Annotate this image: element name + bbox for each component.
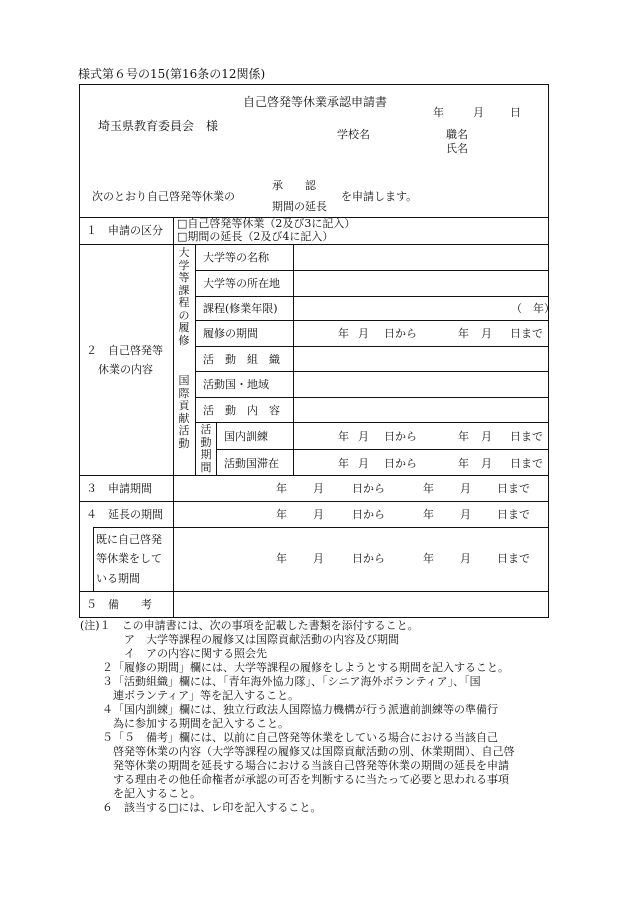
- row-line: [216, 449, 549, 450]
- note-line: 為に参加する期間を記入すること。: [80, 717, 289, 730]
- row-line: [195, 296, 549, 297]
- row-line: [195, 270, 549, 271]
- note-line: する理由その他任命権者が承認の可否を判断するに当たって必要と思われる事項: [80, 773, 509, 786]
- note-line: ３「活動組織」欄には、「青年海外協力隊」、「シニア海外ボランティア」、「国: [80, 675, 481, 688]
- section3-label: ３ 申請期間: [86, 482, 152, 495]
- stay-abroad-label: 活動国滞在: [224, 457, 279, 470]
- form-number: 様式第６号の15(第16条の12関係): [78, 67, 266, 81]
- row-line: [195, 397, 549, 398]
- note-line: を記入すること。: [80, 787, 201, 800]
- frame-left: [79, 84, 80, 618]
- addressee: 埼玉県教育委員会 様: [98, 119, 219, 133]
- univ-course-group-label: 大学等課程の履修: [178, 246, 190, 347]
- request-suffix: を申請します。: [341, 190, 418, 203]
- section1-option-extension[interactable]: □期間の延長（2及び4に記入）: [177, 230, 334, 243]
- activity-content-label: 活 動 内 容: [203, 404, 280, 417]
- indent-col-line: [93, 527, 94, 591]
- activity-period-group-label: 活動期間: [200, 423, 212, 474]
- course-years-value: （ 年）: [511, 302, 555, 315]
- row-line: [195, 371, 549, 372]
- note-line: ２「履修の期間」欄には、大学等課程の履修をしようとする期間を記入すること。: [80, 661, 509, 674]
- row-line: [93, 527, 549, 528]
- date-day-label: 日: [510, 106, 521, 119]
- request-prefix: 次のとおり自己啓発等休業の: [92, 190, 235, 203]
- option-extension: 期間の延長: [272, 200, 327, 213]
- note-line: ア 大学等課程の履修又は国際貢献活動の内容及び期間: [80, 633, 399, 646]
- group-col-line: [195, 244, 196, 475]
- row-line: [195, 320, 549, 321]
- note-line: (注)１ この申請書には、次の事項を記載した書類を添付すること。: [80, 619, 419, 632]
- frame-right: [548, 84, 549, 618]
- note-line: ５「５ 備考」欄には、以前に自己啓発等休業をしている場合における当該自己: [80, 731, 498, 744]
- date-month-label: 月: [473, 106, 484, 119]
- section2-label-line1: ２ 自己啓発等: [86, 344, 163, 357]
- existing-period-label-line1: 既に自己啓発: [96, 533, 162, 546]
- section2-label-line2: 休業の内容: [98, 363, 153, 376]
- activity-org-label: 活 動 組 織: [203, 353, 280, 366]
- note-line: ４「国内訓練」欄には、独立行政法人国際協力機構が行う派遣前訓練等の準備行: [80, 703, 498, 716]
- option-approval: 承 認: [272, 179, 316, 192]
- existing-period-label-line3: いる期間: [96, 572, 140, 585]
- row-line: [79, 244, 549, 245]
- course-years-label: 課程(修業年限): [203, 302, 278, 315]
- frame-top: [79, 84, 549, 85]
- section4-label: ４ 延長の期間: [86, 508, 163, 521]
- frame-bottom: [79, 617, 549, 618]
- activity-country-label: 活動国・地域: [203, 378, 269, 391]
- name-label: 氏名: [446, 142, 468, 155]
- label-col-line: [173, 217, 174, 617]
- note-line: 啓発等休業の内容（大学等課程の履修又は国際貢献活動の別、休業期間）、自己啓: [80, 745, 515, 758]
- existing-period-label-line2: 等休業をして: [96, 552, 162, 565]
- form-title: 自己啓発等休業承認申請書: [243, 95, 388, 109]
- value-col-line: [293, 244, 294, 475]
- intl-activity-group-label: 国際貢献活動: [178, 374, 190, 450]
- note-line: イ アの内容に関する照会先: [80, 647, 267, 660]
- study-period-label: 履修の期間: [203, 327, 258, 340]
- section1-label: １ 申請の区分: [86, 224, 163, 237]
- section1-option-leave[interactable]: □自己啓発等休業（2及び3に記入）: [177, 217, 356, 230]
- note-line: 発等休業の期間を延長する場合における当該自己啓発等休業の期間の延長を申請: [80, 759, 509, 772]
- date-year-label: 年: [433, 106, 444, 119]
- univ-name-label: 大学等の名称: [203, 251, 269, 264]
- school-name-label: 学校名: [337, 128, 370, 141]
- section5-label: ５ 備 考: [86, 598, 152, 611]
- row-line: [79, 475, 549, 476]
- row-line: [79, 501, 549, 502]
- position-label: 職名: [446, 128, 468, 141]
- row-line: [195, 422, 549, 423]
- note-line: ６ 該当する□には、レ印を記入すること。: [80, 801, 322, 814]
- row-line: [79, 591, 549, 592]
- domestic-training-label: 国内訓練: [224, 430, 268, 443]
- note-line: 連ボランティア」等を記入すること。: [80, 689, 300, 702]
- row-line: [195, 346, 549, 347]
- univ-location-label: 大学等の所在地: [203, 277, 280, 290]
